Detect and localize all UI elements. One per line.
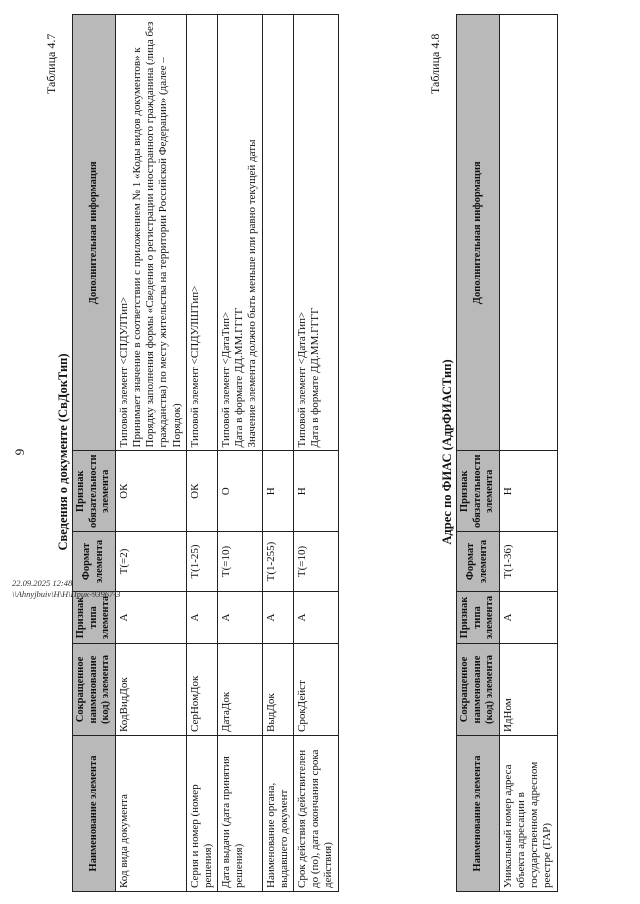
table-cell: Уникальный номер адреса объекта адресации в государственном адресном реестре (ГАР) <box>499 736 557 892</box>
table-cell <box>499 15 557 451</box>
table-cell: Н <box>294 451 339 532</box>
table-cell: T(1-25) <box>186 532 217 592</box>
column-header: Сокращенное наименование (код) элемента <box>73 644 116 736</box>
table-row <box>294 15 339 892</box>
table-row <box>218 15 263 892</box>
table-cell: А <box>115 592 186 644</box>
table-cell: ОК <box>186 451 217 532</box>
table-cell: КодВидДок <box>115 644 186 736</box>
column-header: Формат элемента <box>457 532 500 592</box>
column-header: Признак типа элемента <box>73 592 116 644</box>
table-cell: ВыдДок <box>262 644 293 736</box>
column-header: Дополнительная информация <box>73 15 116 451</box>
column-header: Дополнительная информация <box>457 15 500 451</box>
table-cell: T(=10) <box>218 532 263 592</box>
column-header: Признак обязательности элемента <box>457 451 500 532</box>
table-cell: Код вида документа <box>115 736 186 892</box>
table-cell: Срок действия (действителен до (по), дата окончания срока действия) <box>294 736 339 892</box>
column-header: Признак обязательности элемента <box>73 451 116 532</box>
table-cell: Типовой элемент <СПДУЛШТип> <box>186 15 217 451</box>
table-header-row <box>457 15 500 892</box>
table-cell: Дата выдачи (дата принятия решения) <box>218 736 263 892</box>
table-cell: T(=10) <box>294 532 339 592</box>
table-cell: А <box>262 592 293 644</box>
column-header: Сокращенное наименование (код) элемента <box>457 644 500 736</box>
table-4-8 <box>456 14 558 892</box>
table-cell: О <box>218 451 263 532</box>
table-row <box>499 15 557 892</box>
page-number: 9 <box>12 448 27 456</box>
table-row <box>186 15 217 892</box>
table-cell: А <box>186 592 217 644</box>
table-cell: ДатаДок <box>218 644 263 736</box>
table-cell: Наименование органа, выдавшего документ <box>262 736 293 892</box>
column-header: Формат элемента <box>73 532 116 592</box>
column-header: Признак типа элемента <box>457 592 500 644</box>
table-cell <box>262 15 293 451</box>
table-cell: А <box>294 592 339 644</box>
table-4-8-label: Таблица 4.8 <box>428 33 442 94</box>
stamp-date: 22.09.2025 12:48 <box>12 578 73 588</box>
table-cell: А <box>218 592 263 644</box>
table-4-7-label: Таблица 4.7 <box>44 33 58 94</box>
table-row <box>262 15 293 892</box>
table-cell: T(1-255) <box>262 532 293 592</box>
table-cell: T(=2) <box>115 532 186 592</box>
table-4-7-caption: Сведения о документе (СвДокТип) <box>56 353 70 551</box>
column-header: Наименование элемента <box>457 736 500 892</box>
table-cell: А <box>499 592 557 644</box>
table-cell: ОК <box>115 451 186 532</box>
stamp-path: \\Ahnyjbuiv\Н\Н\Прик-93967-3 <box>12 588 121 599</box>
table-cell: ИдНом <box>499 644 557 736</box>
table-cell: СерНомДок <box>186 644 217 736</box>
table-cell: T(1-36) <box>499 532 557 592</box>
table-row <box>115 15 186 892</box>
table-cell: Типовой элемент <СПДУЛТип> Принимает значение в соответствии с приложением № 1 «Коды видов документов» к Порядку заполнения формы «Сведения о регистрации иностранного гражданина (лица без гражданства) по месту жительства на территории Российской Федерации» (далее – Порядок) <box>115 15 186 451</box>
table-cell: Н <box>499 451 557 532</box>
column-header: Наименование элемента <box>73 736 116 892</box>
table-4-8-caption: Адрес по ФИАС (АдрФИАСТип) <box>440 359 454 545</box>
table-cell: Типовой элемент <ДатаТип> Дата в формате ДД.ММ.ГГГГ <box>294 15 339 451</box>
table-4-7 <box>72 14 339 892</box>
document-stamp <box>12 578 120 599</box>
table-cell: Типовой элемент <ДатаТип> Дата в формате ДД.ММ.ГГГГ Значение элемента должно быть меньше или равно текущей даты <box>218 15 263 451</box>
table-cell: Серия и номер (номер решения) <box>186 736 217 892</box>
table-cell: Н <box>262 451 293 532</box>
table-header-row <box>73 15 116 892</box>
table-cell: СрокДейст <box>294 644 339 736</box>
